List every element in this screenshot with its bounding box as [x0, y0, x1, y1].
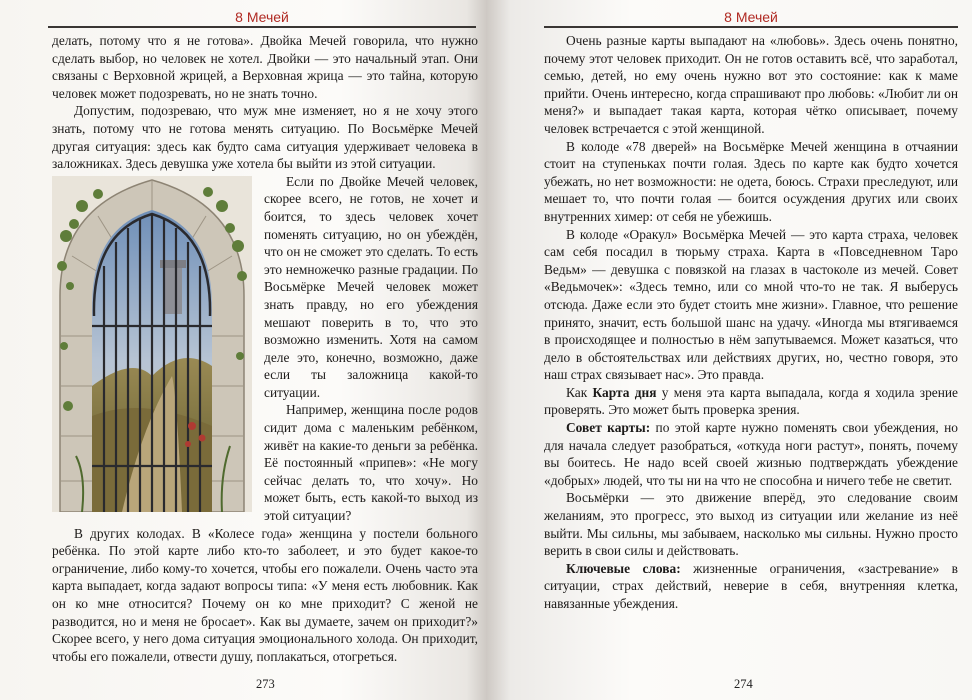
paragraph: В колоде «Оракул» Восьмёрка Мечей — это карта страха, человек сам себя посадил в тюрьму страха. Карта в «Повседневном Таро Ведьм» — девушка с повязкой на глазах в частоколе из мечей. Совет «Ведьмочек»: «Здесь темно, или со мной что-то не так. Я выберусь отсюда. Даже если это будет стоить мне жизни». Главное, что решение принято, значит, есть большой шанс на удачу. «Иногда мы втягиваемся в происходящее и полностью в нём запутываемся. Может казаться, что дело в обстоятельствах или действиях других, но, честно говоря, это наш страх связывает нас». Это правда.: [544, 226, 958, 383]
bold-term: Ключевые слова:: [566, 560, 681, 576]
running-header-left: 8 Мечей: [48, 6, 476, 28]
page-number-right: 274: [734, 677, 753, 691]
bold-term: Карта дня: [592, 384, 657, 400]
text-run: Как: [566, 384, 593, 400]
right-page-body: [544, 32, 958, 613]
text-run: у меня эта карта выпадала, когда я ходила зрение проверять. Это может быть проверка зрения.: [544, 384, 958, 418]
paragraph: Например, женщина после родов сидит дома с маленьким ребёнком, живёт на какие-то деньги за ребёнка. Её постоянный «припев»: «Не могу сейчас делать то, что хочу». Но может быть, есть какой-то выход из этой ситуации?: [264, 402, 478, 524]
paragraph: Допустим, подозреваю, что муж мне изменяет, но я не хочу этого знать, потому что не готова менять ситуацию. По Восьмёрке Мечей другая ситуация: здесь как будто сама ситуация удерживает человека в заложниках. Здесь девушка уже хотела бы выйти из этой ситуации.: [52, 103, 478, 172]
text-run: по этой карте нужно поменять свои убеждения, но для начала следует разобраться, «откуда ноги растут», понять, почему вы боитесь. Не надо всей своей жизнью подтверждать убеждение «добрых» людей, что ты ни на что не способна и ничего тебе не светит.: [544, 420, 958, 488]
bold-term: Совет карты:: [566, 420, 651, 436]
right-page: [486, 0, 972, 700]
paragraph: Если по Двойке Мечей человек, скорее всего, не готов, не хочет и боится, то здесь человек хочет поменять ситуацию, но он убеждён, что он не сможет это сделать. То есть это немножечко разные градации. По Восьмёрке Мечей человек может знать правду, но его убеждения мешают поверить в то, что это возможно изменить. Хотя на самом деле это, конечно, возможно, даже если ты заложница какой-то ситуации.: [264, 173, 478, 400]
paragraph: В колоде «78 дверей» на Восьмёрке Мечей женщина в отчаянии стоит на ступеньках почти голая. Здесь по карте как будто хочется убежать, но нет возможности: не одета, боюсь. Страхи преследуют, или мешает то, что почти голая — боится осуждения других или своих внутренних химер: от себя не убежишь.: [544, 138, 958, 224]
paragraph: Восьмёрки — это движение вперёд, это следование своим желаниям, это прогресс, это выход из ситуации или желание из неё выйти. Мы сильны, мы забываем, насколько мы сильны. Нужно просто верить в свои силы и действовать.: [544, 490, 958, 559]
running-header-right: 8 Мечей: [544, 6, 958, 28]
left-page-body: [52, 32, 478, 665]
paragraph: [544, 560, 958, 613]
stone-arch-gate-image: [52, 176, 252, 512]
paragraph: Очень разные карты выпадают на «любовь». Здесь очень понятно, почему этот человек приходит. Он не готов оставить всё, что заработал, семью, детей, но ему очень нужно вот это состояние: как к маме прийти. Очень интересно, когда спрашивают про любовь: «Любит ли он меня?» и выпадает такая карта, которая чётко описывает, почему человек встречается с этой женщиной.: [544, 33, 958, 136]
tarot-card-illustration: [52, 176, 252, 512]
text-run: жизненные ограничения, «застревание» в ситуации, страх действий, неверие в себя, внутренняя клетка, навязанные убеждения.: [544, 560, 958, 611]
paragraph: [544, 384, 958, 419]
page-number-left: 273: [256, 677, 275, 691]
paragraph: делать, потому что я не готова». Двойка Мечей говорила, что нужно сделать выбор, но человек не хотел. Двойки — это начальный этап. Они связаны с Верховной жрицей, а Верховная жрица — это тайна, которую человек может подозревать, но не знать точно.: [52, 33, 478, 101]
paragraph: В других колодах. В «Колесе года» женщина у постели больного ребёнка. По этой карте либо кто-то заболеет, и это будет какое-то ограничение, либо кому-то хочется, чтобы его пожалели. Очень часто эта карта выпадает, когда задают вопросы типа: «У меня есть любовник. Как он ко мне относится? Почему он ко мне приходит? С женой не разводится, но и меня не бросает». Как вы думаете, зачем он приходит?» Скорее всего, у него дома ситуация эмоционального холода. Он приходит, чтобы его пожалели, отвести душу, поплакаться, отогреться.: [52, 525, 478, 664]
paragraph: [544, 419, 958, 489]
